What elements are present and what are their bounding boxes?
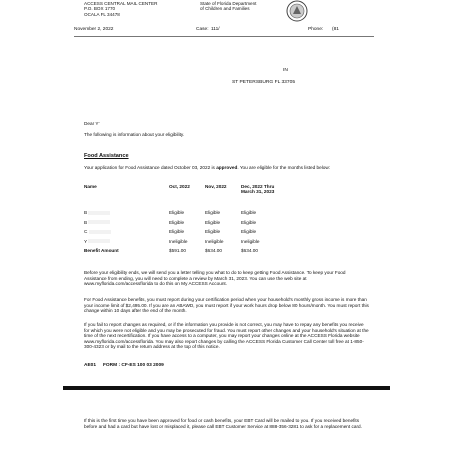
case-number: 111/ (211, 27, 220, 32)
column-header: Dec, 2022 Thru March 31, 2023 (241, 184, 275, 195)
phone-label: Phone: (308, 27, 324, 32)
benefit-amount: $634.00 (205, 248, 222, 253)
eligibility-cell: Ineligible (241, 238, 260, 244)
eligibility-cell: Eligible (241, 219, 257, 225)
form-number: FORM : CF-ES 100 03 2009 (103, 363, 164, 368)
state-seal-icon (285, 0, 309, 22)
table-row (84, 229, 277, 239)
eligibility-table (84, 184, 277, 258)
benefit-row (84, 248, 277, 258)
review-paragraph: Before your eligibility ends, we will send you a letter telling you what to do to keep getting Food Assistance. To keep your Food Assistance from ending, you will need to complete a review by March 31, 2023. You can use the web site at www.myflorida.com/accessflorida to do this on My ACCESS Account. (84, 270, 346, 287)
intro-text: The following is information about your eligibility. (84, 132, 185, 137)
agency-line: of Children and Families (200, 6, 250, 12)
sender-line: P.O. BOX 1770 (84, 6, 116, 12)
sender-line: ACCESS CENTRAL MAIL CENTER (84, 1, 158, 6)
table-row (84, 210, 277, 220)
phone-number: (81 (332, 27, 339, 32)
table-row (84, 220, 277, 230)
eligibility-cell: Eligible (169, 229, 185, 234)
agency-name (200, 1, 280, 12)
member-name: B (84, 220, 169, 230)
greeting: Dear Y’ (84, 121, 100, 126)
table-header-row (84, 184, 277, 208)
page-divider (63, 386, 390, 390)
member-name: Y (84, 239, 169, 249)
eligibility-cell: Eligible (169, 219, 185, 225)
header-divider (74, 36, 374, 37)
reporting-paragraph: For Food Assistance benefits, you must report during your certification period when your household's monthly gross income is more than your income limit of $2,495.00. If you are an ABAWD, you must report if your work hours drop below 80 hours/month. You must report this change within 10 days after the end of the month. (84, 297, 369, 314)
column-header: Nov, 2022 (205, 184, 227, 189)
eligibility-cell: Eligible (205, 210, 221, 215)
application-text (84, 165, 369, 171)
column-header: Name (84, 184, 97, 189)
application-after: . You are eligible for the months listed below: (237, 165, 331, 170)
member-name: C (84, 229, 169, 239)
recipient-city: ST PETERSBURG FL 33705 (232, 80, 296, 85)
application-status: approved (216, 165, 238, 170)
section-title: Food Assistance (84, 153, 129, 159)
eligibility-cell: Ineligible (205, 238, 224, 244)
eligibility-cell: Eligible (241, 229, 257, 234)
benefit-amount: $634.00 (241, 248, 258, 253)
column-header: Oct, 2022 (169, 184, 190, 189)
changes-paragraph: If you fail to report changes as required, or if the information you provide is not correct, you may have to repay any benefits you receive for which you were not eligible and you may be prosecuted for fraud. You must report other changes and your household's situation at the time of the next recertification. If you have access to a computer, you may report your changes online at the ACCESS Florida website www.myflorida.com/accessflorida. You may also report changes by calling the ACCESS Florida Customer Call Center toll free at 1-850-300-4323 or by mail to the return address at the top of this notice. (84, 322, 369, 350)
eligibility-cell: Eligible (169, 210, 185, 215)
sender-address (84, 1, 204, 17)
member-name: B (84, 210, 169, 220)
application-before: Your application for Food Assistance dated October 03, 2022 is (84, 165, 217, 170)
eligibility-cell: Eligible (205, 229, 221, 234)
eligibility-cell: Eligible (241, 210, 257, 215)
table-row (84, 239, 277, 249)
ebt-paragraph: If this is the first time you have been approved for food or cash benefits, your EBT Card will be mailed to you. If you received benefits before and had a card but have lost or misplaced it, please call EBT Customer Service at 888-356-3281 to ask for a replacement card. (84, 418, 362, 429)
form-code: AE01 (84, 363, 96, 368)
eligibility-cell: Eligible (205, 219, 221, 225)
agency-line: State of Florida Department (200, 1, 257, 6)
case-label: Case: (196, 27, 209, 32)
benefit-amount: $591.00 (169, 248, 186, 253)
sender-line: OCALA FL 34478 (84, 11, 120, 17)
recipient-name: IN (283, 68, 288, 73)
notice-date: November 2, 2022 (74, 27, 114, 32)
eligibility-cell: Ineligible (169, 238, 188, 244)
benefit-label: Benefit Amount (84, 248, 119, 253)
